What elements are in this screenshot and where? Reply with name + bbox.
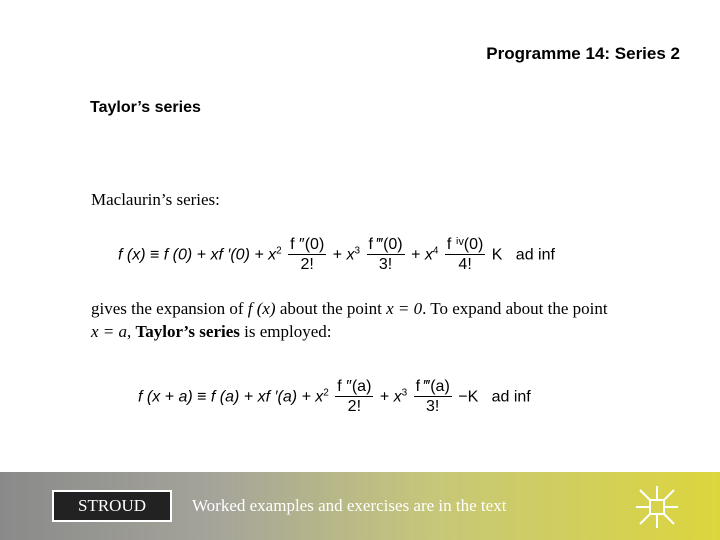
maclaurin-tail: K xyxy=(491,246,503,264)
maclaurin-frac-4: $\frac{\text{f ⁱᵛ(0)}}{4!}$ xyxy=(446,236,484,273)
maclaurin-frac-3: $\frac{f ‴(0)}{3!}$ xyxy=(368,236,403,273)
taylor-frac-2: $\frac{f ''(a)}{2!}$ xyxy=(337,378,372,415)
explanation-paragraph: gives the expansion of f (x) about the point x = 0. To expand about the point x = a, Taylor’s series is employed: xyxy=(91,299,608,341)
maclaurin-lhs: f (x) ≡ f (0) + xf ′(0) + x xyxy=(118,246,277,264)
taylor-formula: f (x + a) ≡ f (a) + xf $'(a) + x^2$ $\frac{f ''(a)}{2!}$ + $x^3$ $\frac{f ‴(a)}{3!}$ −K ad inf xyxy=(138,378,531,415)
taylor-frac-3: $\frac{f ‴(a)}{3!}$ xyxy=(415,378,450,415)
compass-star-icon xyxy=(634,484,680,530)
section-title: Taylor’s series xyxy=(90,99,201,116)
programme-title: Programme 14: Series 2 xyxy=(486,44,680,63)
maclaurin-frac-2: $\frac{f ''(0)}{2!}$ xyxy=(290,236,325,273)
maclaurin-formula: f (x) ≡ f (0) + xf $'(0) + x^2$ $\frac{f ''(0)}{2!}$ + $x^3$ $\frac{f ‴(0)}{3!}$ + $x^4$ $\frac{\text{f ⁱᵛ(0)}}{4!}$ K ad inf xyxy=(118,236,555,273)
stroud-logo: STROUD xyxy=(52,490,172,522)
footer-text: Worked examples and exercises are in the text xyxy=(192,496,507,515)
footer-bar xyxy=(0,472,720,540)
taylor-tail: −K xyxy=(458,388,479,406)
taylor-series-term: Taylor’s series xyxy=(135,322,240,341)
taylor-adinf: ad inf xyxy=(491,388,531,406)
maclaurin-adinf: ad inf xyxy=(515,246,555,264)
maclaurin-label: Maclaurin’s series: xyxy=(91,190,220,209)
taylor-lhs: f (x + a) ≡ f (a) + xf ′(a) + x xyxy=(138,388,324,406)
